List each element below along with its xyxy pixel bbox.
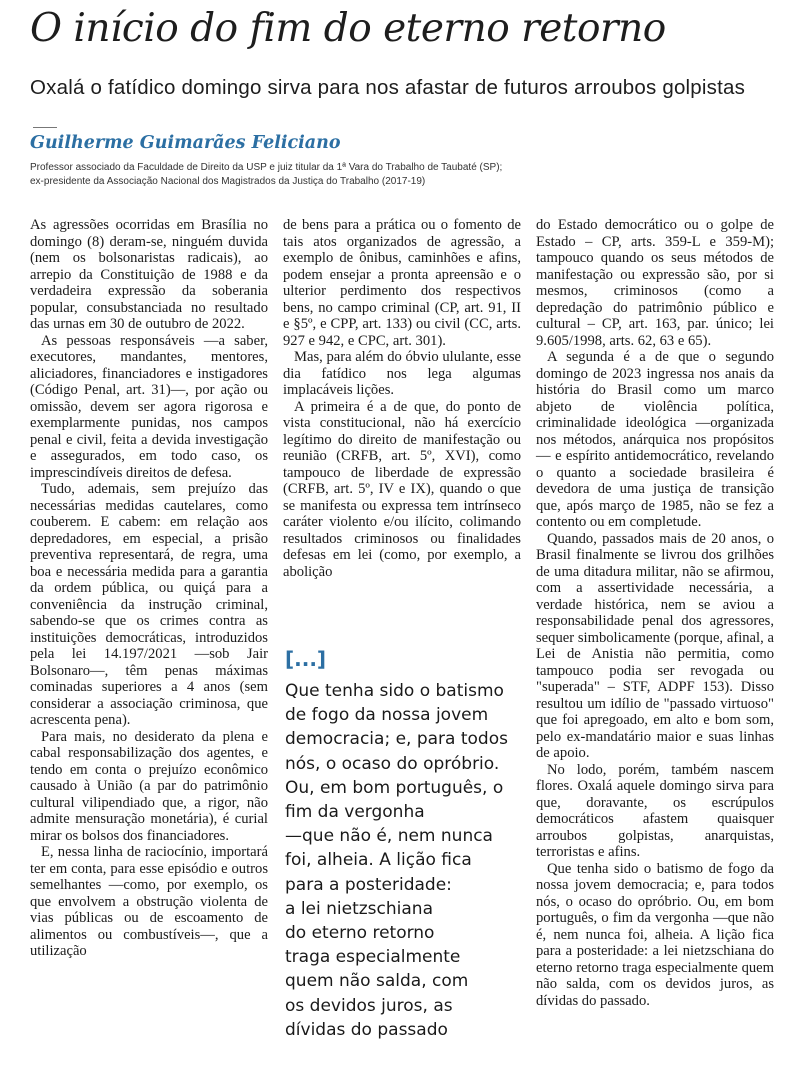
author-divider <box>33 127 57 128</box>
pull-quote-line: dívidas do passado <box>285 1019 448 1040</box>
pull-quote-line: Ou, em bom português, o <box>285 777 504 798</box>
pull-quote-line: para a posteridade: <box>285 874 452 895</box>
text-column-3 <box>536 217 774 1009</box>
pull-quote-line: quem não salda, com <box>285 971 469 992</box>
pull-quote-ellipsis: [...] <box>285 647 327 671</box>
text-column-2 <box>283 217 521 580</box>
pull-quote-line: fim da vergonha <box>285 802 425 823</box>
text-column-1 <box>30 217 268 960</box>
author-bio-line: ex-presidente da Associação Nacional dos Magistrados da Justiça do Trabalho (2017-19) <box>30 176 426 187</box>
paragraph: Que tenha sido o batismo de fogo da nossa jovem democracia; e, para todos nós, o ocaso do opróbrio. Ou, em bom português, o fim da vergonha —que não é, nem nunca foi, alheia. A lição fica para a posteridade: a lei nietzschiana do eterno retorno traga especialmente quem não salda, com os devidos juros, as dívidas do passado. <box>536 860 774 1009</box>
paragraph: de bens para a prática ou o fomento de tais atos organizados de agressão, a exemplo de ônibus, caminhões e afins, podem ensejar a pronta apreensão e o ulterior perdimento dos respectivos bens, no campo criminal (CP, art. 91, II e §5º, e CPP, art. 133) ou civil (CC, arts. 927 e 942, e CPC, art. 301). <box>283 217 521 349</box>
pull-quote-line: democracia; e, para todos <box>285 729 508 750</box>
pull-quote-line: os devidos juros, as <box>285 995 453 1016</box>
article-subheadline: Oxalá o fatídico domingo sirva para nos afastar de futuros arroubos golpistas <box>30 76 746 99</box>
pull-quote-line: do eterno retorno <box>285 923 435 944</box>
author-bio-line: Professor associado da Faculdade de Direito da USP e juiz titular da 1ª Vara do Trabalho de Taubaté (SP); <box>30 162 503 173</box>
paragraph: Mas, para além do óbvio ululante, esse dia fatídico nos lega algumas implacáveis lições. <box>283 349 521 398</box>
pull-quote-line: nós, o ocaso do opróbrio. <box>285 753 500 774</box>
paragraph: Tudo, ademais, sem prejuízo das necessárias medidas cautelares, como couberem. E cabem: em relação aos depredadores, em especial, a prisão preventiva representará, de regra, uma boa e necessária medida para a garantia da ordem pública, ou quiçá para a conveniência da instrução criminal, sabendo-se que os crimes contra as instituições democráticas, introduzidos pela lei 14.197/2021 —sob Jair Bolsonaro—, têm penas máximas cominadas superiores a 4 anos (sem considerar a associação criminosa, que acrescenta pena). <box>30 481 268 728</box>
pull-quote-line: a lei nietzschiana <box>285 898 433 919</box>
pull-quote-line: de fogo da nossa jovem <box>285 705 489 726</box>
paragraph: E, nessa linha de raciocínio, importará ter em conta, para esse episódio e outros semelhantes —como, por exemplo, os que envolvem a obstrução violenta de vias públicas ou de escoamento de alimentos ou combustíveis—, que a utilização <box>30 844 268 959</box>
pull-quote-line: Que tenha sido o batismo <box>285 681 504 701</box>
paragraph: As agressões ocorridas em Brasília no domingo (8) deram-se, ninguém duvida (nem os bolsonaristas radicais), ao arrepio da Constituição de 1988 e da verdadeira expressão da soberania popular, consubstanciada no resultado das urnas em 30 de outubro de 2022. <box>30 217 268 332</box>
author-name: Guilherme Guimarães Feliciano <box>30 133 341 153</box>
paragraph: No lodo, porém, também nascem flores. Oxalá aquele domingo sirva para que, doravante, os escrúpulos democráticos afastem quaisquer arroubos golpistas, anarquistas, terroristas e afins. <box>536 761 774 860</box>
paragraph: do Estado democrático ou o golpe de Estado – CP, arts. 359-L e 359-M); tampouco quando os seus métodos de manifestação ou expressão são, por si mesmos, criminosos (como a depredação do patrimônio público e cultural – CP, art. 163, par. único; lei 9.605/1998, arts. 62, 63 e 65). <box>536 217 774 349</box>
author-bio <box>30 161 502 189</box>
paragraph: Quando, passados mais de 20 anos, o Brasil finalmente se livrou dos grilhões de uma ditadura militar, não se afirmou, com a assertividade necessária, a verdade histórica, nem se aviou a responsabilidade penal dos agressores, sequer simbolicamente (porque, afinal, a Lei de Anistia não permitia, como tampouco podia ser revogada ou "superada" – STF, ADPF 153). Disso resultou um idílio de "passado virtuoso" que foi apregoado, em alto e bom som, pelo ex-mandatário maior e suas linhas de apoio. <box>536 530 774 761</box>
pull-quote-line: foi, alheia. A lição fica <box>285 850 472 871</box>
article-headline: O início do fim do eterno retorno <box>30 6 666 51</box>
paragraph: A primeira é a de que, do ponto de vista constitucional, não há exercício legítimo do direito de manifestação ou reunião (CRFB, art. 5º, XVI), como tampouco de liberdade de expressão (CRFB, art. 5º, IV e IX), quando o que se manifesta ou expressa tem intrínseco caráter violento e/ou ilícito, colimando resultados criminosos ou finalidades defesas em lei (como, por exemplo, a abolição <box>283 398 521 580</box>
pull-quote-line: —que não é, nem nunca <box>285 826 493 847</box>
pull-quote <box>285 679 525 1042</box>
paragraph: Para mais, no desiderato da plena e cabal responsabilização dos agentes, e tendo em conta o prejuízo econômico causado à União (a par do patrimônio cultural vilipendiado que, a rigor, não admite mensuração monetária), é curial mirar os bolsos dos financiadores. <box>30 728 268 844</box>
paragraph: As pessoas responsáveis —a saber, executores, mandantes, mentores, aliciadores, financiadores e instigadores (Código Penal, art. 31)—, por ação ou omissão, devem ser agora rigorosa e exemplarmente punidas, nos campos penal e civil, feita a devida investigação e assegurados, em todo caso, os imprescindíveis direitos de defesa. <box>30 332 268 481</box>
pull-quote-line: traga especialmente <box>285 947 461 968</box>
paragraph: A segunda é a de que o segundo domingo de 2023 ingressa nos anais da história do Brasil como um marco abjeto de violência política, criminalidade ideológica —organizada nos métodos, anárquica nos propósitos— e espírito antidemocrático, revelando o quanto a sociedade brasileira é devedora de uma justiça de transição que, após março de 1985, não se fez a contento ou em completude. <box>536 349 774 530</box>
